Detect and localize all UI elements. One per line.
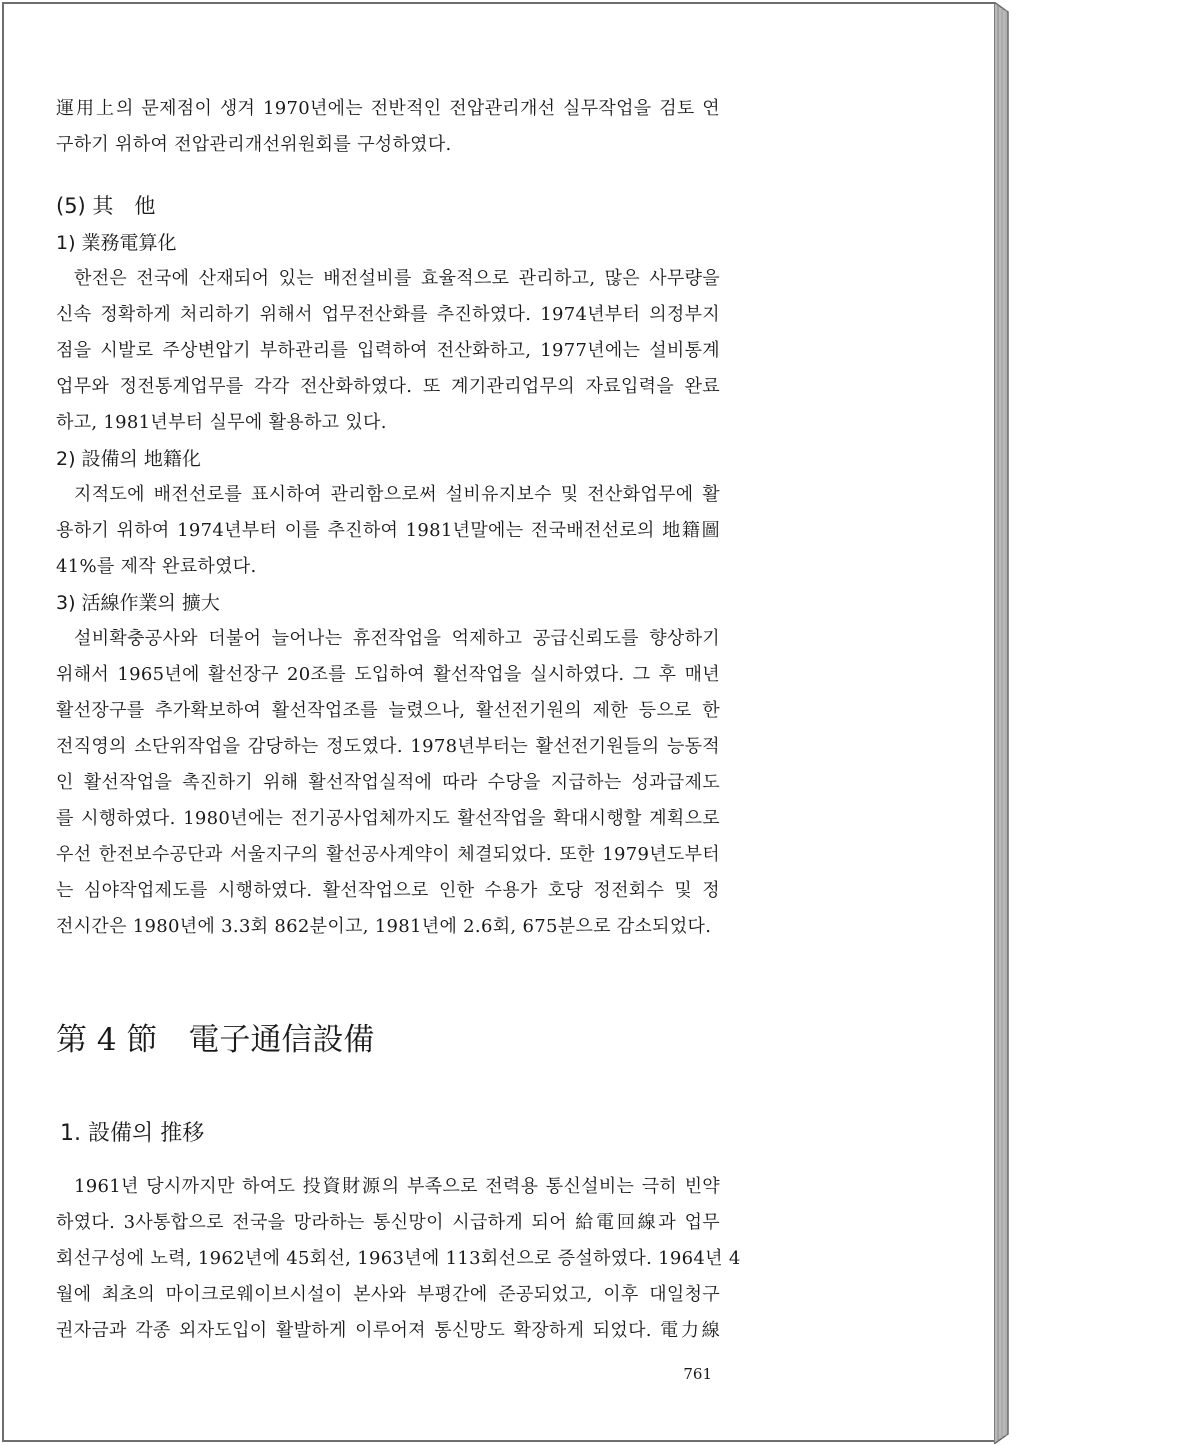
section-5-heading: (5) 其 他 bbox=[56, 194, 156, 218]
section1-line-2: 하였다. 3사통합으로 전국을 망라하는 통신망이 시급하게 되어 給電回線과 업무 bbox=[56, 1212, 720, 1233]
sub3-line-4: 전직영의 소단위작업을 감당하는 정도였다. 1978년부터는 활선전기원들의 능동적 bbox=[56, 736, 720, 757]
document-page bbox=[2, 2, 994, 1442]
section-1-heading: 1. 設備의 推移 bbox=[60, 1121, 205, 1146]
sub3-line-2: 위해서 1965년에 활선장구 20조를 도입하여 활선작업을 실시하였다. 그 후 매년 bbox=[56, 664, 720, 685]
section1-line-5: 권자금과 각종 외자도입이 활발하게 이루어져 통신망도 확장하게 되었다. 電力線 bbox=[56, 1320, 720, 1341]
sub1-line-3: 점을 시발로 주상변압기 부하관리를 입력하여 전산화하고, 1977년에는 설비통계 bbox=[56, 340, 720, 361]
subsection-3-heading: 3) 活線作業의 擴大 bbox=[56, 592, 220, 614]
page-number: 761 bbox=[683, 1365, 712, 1383]
page-edge-shadow bbox=[994, 2, 1018, 1444]
subsection-1-heading: 1) 業務電算化 bbox=[56, 232, 177, 254]
sub3-line-6: 를 시행하였다. 1980년에는 전기공사업체까지도 활선작업을 확대시행할 계획으로 bbox=[56, 808, 720, 829]
sub3-line-3: 활선장구를 추가확보하여 활선작업조를 늘렸으나, 활선전기원의 제한 등으로 한 bbox=[56, 700, 720, 721]
sub1-line-5: 하고, 1981년부터 실무에 활용하고 있다. bbox=[56, 412, 387, 433]
subsection-2-heading: 2) 設備의 地籍化 bbox=[56, 448, 201, 470]
sub3-line-7: 우선 한전보수공단과 서울지구의 활선공사계약이 체결되었다. 또한 1979년도부터 bbox=[56, 844, 720, 865]
sub3-line-8: 는 심야작업제도를 시행하였다. 활선작업으로 인한 수용가 호당 정전회수 및 정 bbox=[56, 880, 720, 901]
chapter-heading: 第 4 節 電子通信設備 bbox=[56, 1022, 375, 1058]
sub3-line-9: 전시간은 1980년에 3.3회 862분이고, 1981년에 2.6회, 675분으로 감소되었다. bbox=[56, 916, 712, 937]
sub2-line-2: 용하기 위하여 1974년부터 이를 추진하여 1981년말에는 전국배전선로의 地籍圖 bbox=[56, 520, 720, 541]
section1-line-4: 월에 최초의 마이크로웨이브시설이 본사와 부평간에 준공되었고, 이후 대일청구 bbox=[56, 1284, 720, 1305]
intro-line-2: 구하기 위하여 전압관리개선위원회를 구성하였다. bbox=[56, 134, 452, 155]
sub3-line-5: 인 활선작업을 촉진하기 위해 활선작업실적에 따라 수당을 지급하는 성과급제도 bbox=[56, 772, 720, 793]
sub1-line-1: 한전은 전국에 산재되어 있는 배전설비를 효율적으로 관리하고, 많은 사무량을 bbox=[74, 268, 720, 289]
section1-line-1: 1961년 당시까지만 하여도 投資財源의 부족으로 전력용 통신설비는 극히 빈약 bbox=[74, 1176, 720, 1197]
sub3-line-1: 설비확충공사와 더불어 늘어나는 휴전작업을 억제하고 공급신뢰도를 향상하기 bbox=[74, 628, 720, 649]
sub2-line-3: 41%를 제작 완료하였다. bbox=[56, 556, 257, 577]
sub2-line-1: 지적도에 배전선로를 표시하여 관리함으로써 설비유지보수 및 전산화업무에 활 bbox=[74, 484, 720, 505]
section1-line-3: 회선구성에 노력, 1962년에 45회선, 1963년에 113회선으로 증설하였다. 1964년 4 bbox=[56, 1248, 741, 1269]
intro-line-1: 運用上의 문제점이 생겨 1970년에는 전반적인 전압관리개선 실무작업을 검토 연 bbox=[56, 98, 720, 119]
sub1-line-2: 신속 정확하게 처리하기 위해서 업무전산화를 추진하였다. 1974년부터 의정부지 bbox=[56, 304, 720, 325]
sub1-line-4: 업무와 정전통계업무를 각각 전산화하였다. 또 계기관리업무의 자료입력을 완료 bbox=[56, 376, 720, 397]
